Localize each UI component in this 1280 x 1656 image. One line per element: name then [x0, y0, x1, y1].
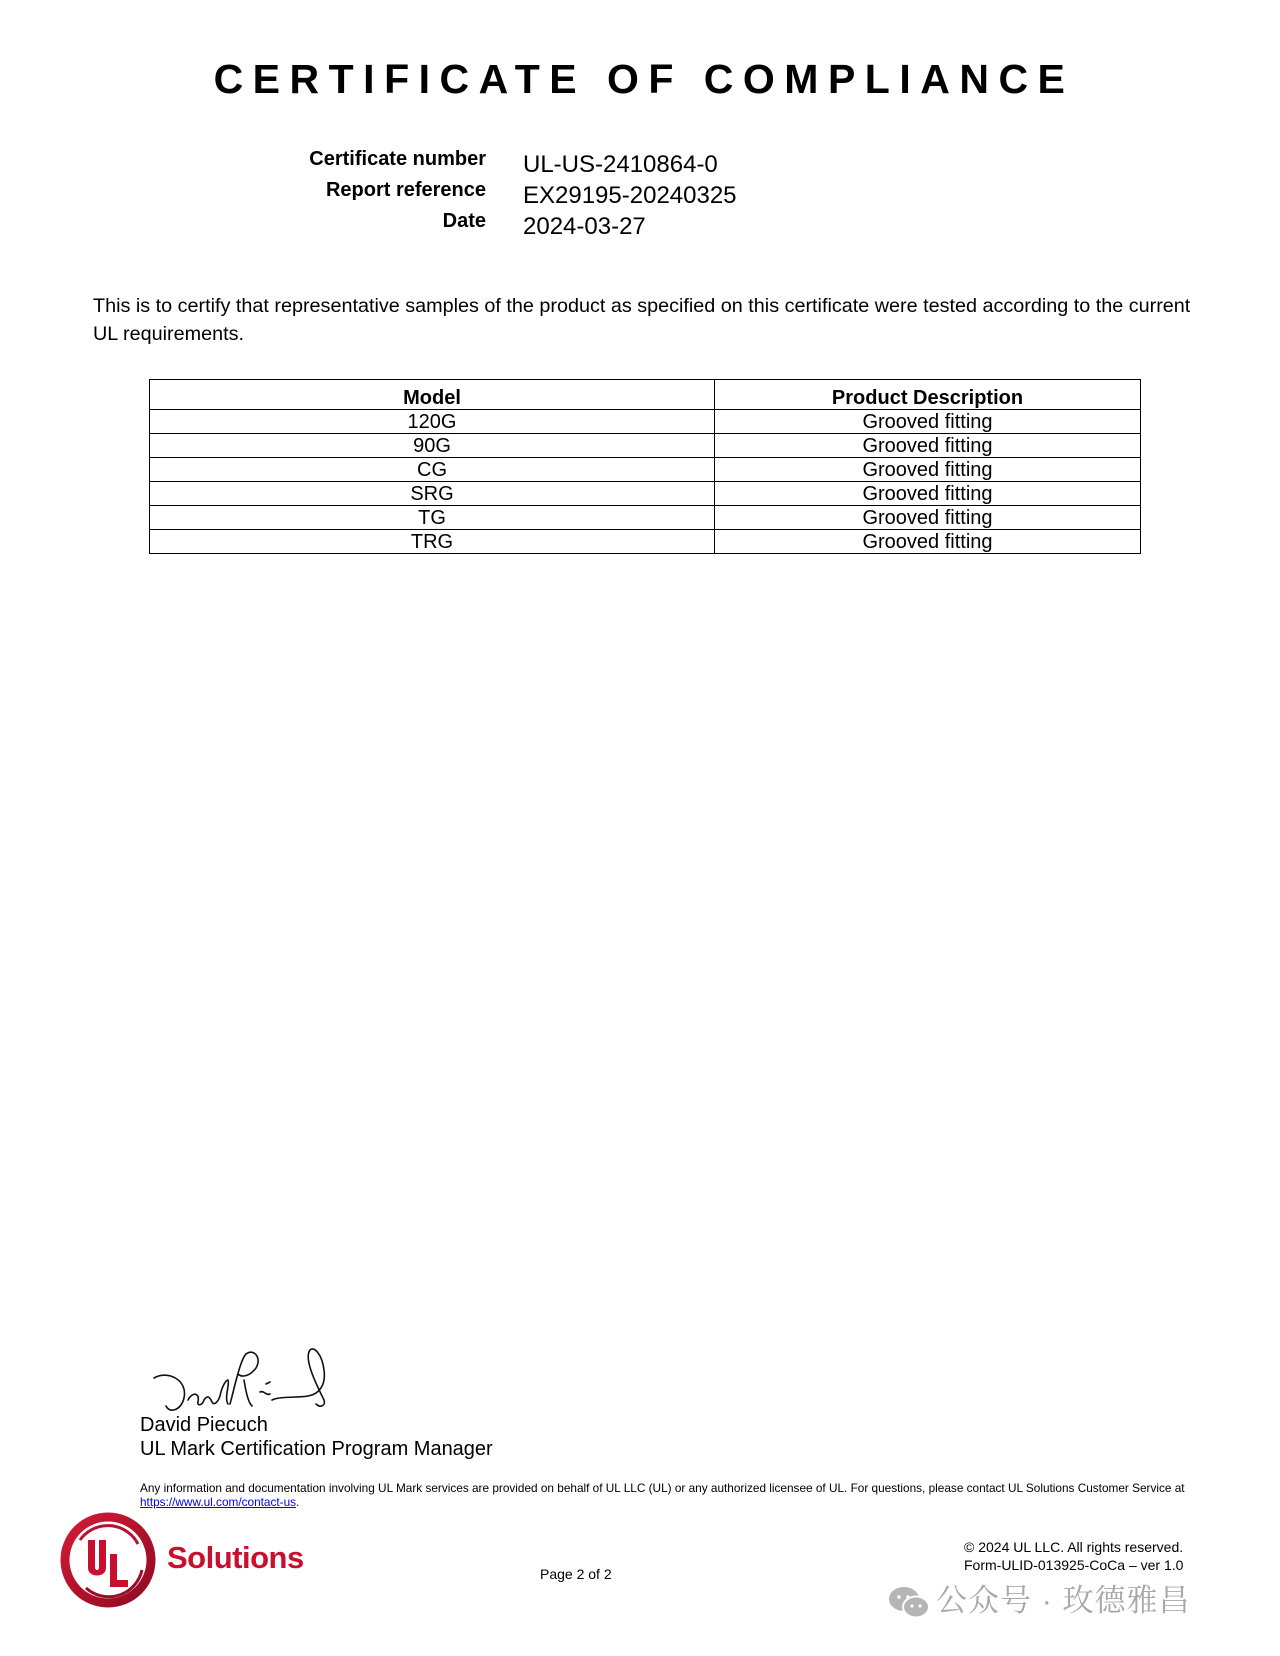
cell-model: TG	[150, 506, 715, 530]
table-row	[150, 434, 1141, 458]
signer-block	[140, 1413, 493, 1461]
handwritten-signature	[148, 1340, 348, 1420]
certificate-meta	[0, 148, 1280, 241]
cell-description: Grooved fitting	[715, 530, 1141, 554]
copyright-block	[964, 1538, 1183, 1574]
cell-description: Grooved fitting	[715, 458, 1141, 482]
header-model: Model	[150, 380, 715, 410]
form-id: Form-ULID-013925-CoCa – ver 1.0	[964, 1557, 1184, 1573]
contact-link[interactable]: https://www.ul.com/contact-us	[140, 1495, 297, 1509]
table-row	[150, 410, 1141, 434]
meta-row-report-reference	[0, 179, 1280, 210]
wechat-icon	[888, 1585, 930, 1621]
table-row	[150, 458, 1141, 482]
watermark	[888, 1575, 1191, 1621]
cell-description: Grooved fitting	[715, 410, 1141, 434]
cell-model: CG	[150, 458, 715, 482]
page-title: CERTIFICATE OF COMPLIANCE	[213, 56, 1075, 102]
models-table	[149, 379, 1141, 554]
meta-label: Certificate number	[309, 148, 486, 170]
table-row	[150, 506, 1141, 530]
cell-description: Grooved fitting	[715, 506, 1141, 530]
page-number: Page 2 of 2	[540, 1566, 612, 1582]
disclaimer-text: Any information and documentation involving UL Mark services are provided on behalf of UL LLC (UL) or any authorized licensee of UL. For questions, please contact UL Solutions Customer Service at	[140, 1481, 1185, 1495]
cell-description: Grooved fitting	[715, 482, 1141, 506]
intro-paragraph: This is to certify that representative samples of the product as specified on this certificate were tested according to the current UL requirements.	[93, 295, 1191, 345]
signer-title: UL Mark Certification Program Manager	[140, 1438, 493, 1460]
cell-description: Grooved fitting	[715, 434, 1141, 458]
table-row	[150, 530, 1141, 554]
meta-row-certificate-number	[0, 148, 1280, 179]
table-header-row	[150, 380, 1141, 410]
meta-label: Report reference	[325, 179, 486, 201]
cell-model: 90G	[150, 434, 715, 458]
logo-solutions-text: Solutions	[167, 1540, 304, 1575]
ul-logo-mark-icon	[58, 1510, 158, 1610]
cell-model: TRG	[150, 530, 715, 554]
cell-model: 120G	[150, 410, 715, 434]
meta-value: EX29195-20240325	[523, 182, 737, 209]
ul-solutions-logo	[58, 1510, 318, 1610]
signer-name: David Piecuch	[140, 1414, 268, 1436]
header-product-description: Product Description	[715, 380, 1141, 410]
cell-model: SRG	[150, 482, 715, 506]
meta-row-date	[0, 210, 1280, 241]
copyright-text: © 2024 UL LLC. All rights reserved.	[964, 1539, 1184, 1555]
meta-value: 2024-03-27	[523, 213, 646, 240]
disclaimer-end: .	[296, 1495, 300, 1509]
meta-value: UL-US-2410864-0	[523, 151, 718, 178]
disclaimer	[140, 1481, 1200, 1509]
table-row	[150, 482, 1141, 506]
watermark-text: 公众号 · 玫德雅昌	[936, 1583, 1191, 1618]
meta-label: Date	[442, 210, 486, 232]
